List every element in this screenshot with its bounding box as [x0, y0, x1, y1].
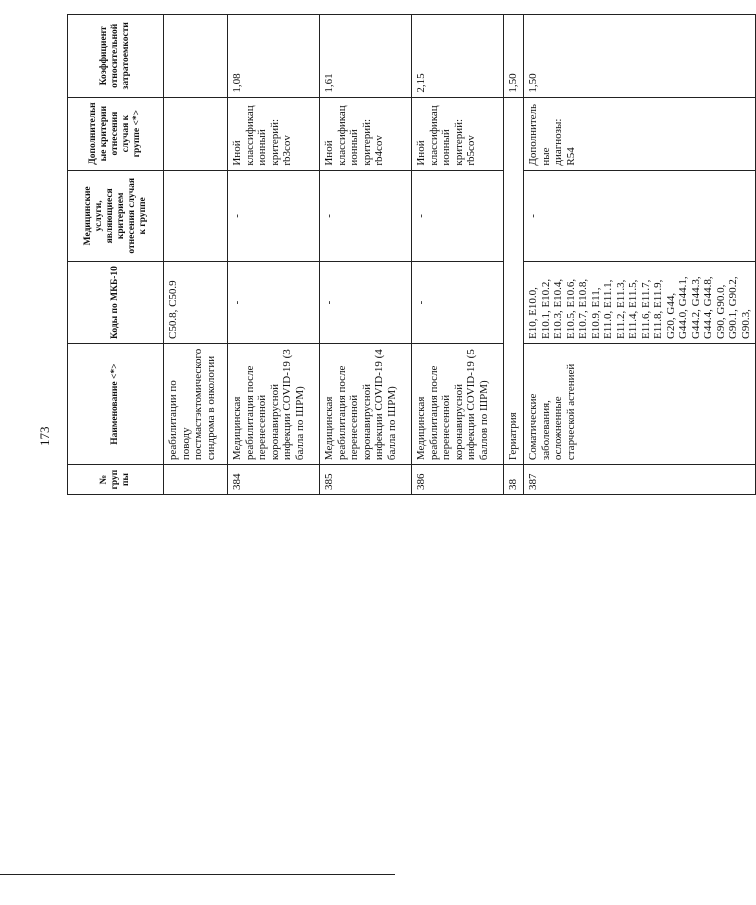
mkb-codes-cell: E10, E10.0, E10.1, E10.2, E10.3, E10.4, E10.5, E10.6, E10.7, E10.8, E10.9, E11, E11.0, E11.1, E11.2, E11.3, E11.4, E11.5, E11.6, E11.7, E11.8, E11.9, G20, G44, G44.0, G44.1, G44.2, G44.3, G44.4, G44.8, G90, G90.0, G90.1, G90.2, G90.3, [524, 262, 756, 344]
additional-criteria-cell: Иной классификац ионный критерий: rb4cov [320, 97, 412, 170]
additional-criteria-cell: Иной классификац ионный критерий: rb3cov [228, 97, 320, 170]
coefficient-cell: 1,50 [524, 15, 756, 98]
table-header-row [68, 15, 164, 495]
mkb-codes-cell: - [228, 262, 320, 344]
page-number: 173 [37, 426, 52, 446]
section-title-cell: Гериатрия [504, 97, 524, 465]
coefficient-cell [164, 15, 228, 98]
tariff-table [67, 14, 756, 495]
additional-criteria-cell: Иной классификац ионный критерий: rb5cov [412, 97, 504, 170]
table-row [524, 15, 756, 495]
section-row [504, 15, 524, 495]
coefficient-cell: 1,50 [504, 15, 524, 98]
group-number-cell [164, 465, 228, 495]
table-row [320, 15, 412, 495]
header-group-number: № груп пы [68, 465, 164, 495]
group-name-cell: реабилитации по поводу постмастэктомического синдрома в онкологии [164, 344, 228, 465]
mkb-codes-cell: - [412, 262, 504, 344]
additional-criteria-cell: Дополнитель ные диагнозы: R54 [524, 97, 756, 170]
group-number-cell: 386 [412, 465, 504, 495]
mkb-codes-cell: C50.8, C50.9 [164, 262, 228, 344]
services-cell [164, 170, 228, 261]
coefficient-cell: 1,61 [320, 15, 412, 98]
group-number-cell: 385 [320, 465, 412, 495]
section-number-cell: 38 [504, 465, 524, 495]
header-name: Наименование <*> [68, 344, 164, 465]
group-name-cell: Медицинская реабилитация после перенесенной коронавирусной инфекции COVID-19 (5 баллов по ШРМ) [412, 344, 504, 465]
table-row [164, 15, 228, 495]
services-cell: - [320, 170, 412, 261]
header-mkb-codes: Коды по МКБ-10 [68, 262, 164, 344]
header-services: Медицинские услуги, являющиеся критерием отнесения случая к группе [68, 170, 164, 261]
services-cell: - [228, 170, 320, 261]
group-name-cell: Медицинская реабилитация после перенесенной коронавирусной инфекции COVID-19 (3 балла по ШРМ) [228, 344, 320, 465]
group-number-cell: 384 [228, 465, 320, 495]
mkb-codes-cell: - [320, 262, 412, 344]
additional-criteria-cell [164, 97, 228, 170]
group-number-cell: 387 [524, 465, 756, 495]
header-coefficient: Коэффициент относительной затратоемкости [68, 15, 164, 98]
group-name-cell: Медицинская реабилитация после перенесенной коронавирусной инфекции COVID-19 (4 балла по ШРМ) [320, 344, 412, 465]
table-row [228, 15, 320, 495]
table-container [67, 14, 752, 868]
table-row [412, 15, 504, 495]
page-bottom-rule [0, 874, 395, 875]
services-cell: - [412, 170, 504, 261]
group-name-cell: Соматические заболевания, осложненные старческой астенией [524, 344, 756, 465]
coefficient-cell: 1,08 [228, 15, 320, 98]
header-additional-criteria: Дополнительн ые критерии отнесения случая к группе <*> [68, 97, 164, 170]
services-cell: - [524, 170, 756, 261]
coefficient-cell: 2,15 [412, 15, 504, 98]
